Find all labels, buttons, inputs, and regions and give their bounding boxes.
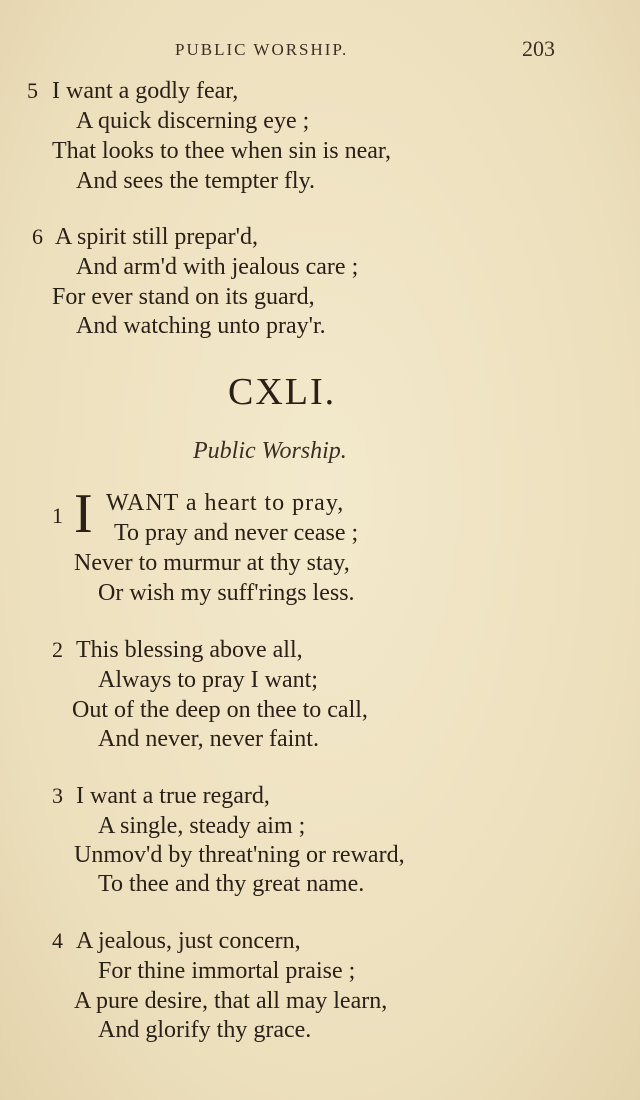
verse-line: And watching unto pray'r. bbox=[76, 313, 326, 339]
hymn-title: Public Worship. bbox=[193, 438, 347, 464]
verse-line: For thine immortal praise ; bbox=[98, 958, 356, 984]
verse-line: A jealous, just concern, bbox=[76, 928, 301, 954]
verse-line: A pure desire, that all may learn, bbox=[74, 988, 388, 1014]
verse-line: Out of the deep on thee to call, bbox=[72, 697, 368, 723]
verse-line: And glorify thy grace. bbox=[98, 1017, 312, 1043]
verse-line: I want a godly fear, bbox=[52, 78, 239, 104]
verse-number: 3 bbox=[52, 783, 63, 808]
verse-line: That looks to thee when sin is near, bbox=[52, 138, 391, 164]
verse-line: WANT a heart to pray, bbox=[106, 490, 345, 516]
page-number: 203 bbox=[522, 36, 555, 61]
verse-line: Unmov'd by threat'ning or reward, bbox=[74, 842, 405, 868]
verse-line: Always to pray I want; bbox=[98, 667, 318, 693]
drop-cap: I bbox=[74, 483, 93, 545]
verse-number: 2 bbox=[52, 637, 63, 662]
verse-line: For ever stand on its guard, bbox=[52, 284, 315, 310]
verse-line: I want a true regard, bbox=[76, 783, 270, 809]
verse-line: To pray and never cease ; bbox=[114, 520, 359, 546]
verse-number: 5 bbox=[27, 78, 38, 103]
verse-number: 6 bbox=[32, 224, 43, 249]
verse-line: This blessing above all, bbox=[76, 637, 303, 663]
verse-line: A single, steady aim ; bbox=[98, 813, 306, 839]
verse-line: A quick discerning eye ; bbox=[76, 108, 310, 134]
verse-number: 1 bbox=[52, 503, 63, 528]
verse-line: And arm'd with jealous care ; bbox=[76, 254, 359, 280]
verse-line: To thee and thy great name. bbox=[98, 871, 365, 897]
verse-line: A spirit still prepar'd, bbox=[55, 224, 258, 250]
verse-line: Never to murmur at thy stay, bbox=[74, 550, 350, 576]
verse-line: Or wish my suff'rings less. bbox=[98, 580, 355, 606]
verse-line: And sees the tempter fly. bbox=[76, 168, 316, 194]
verse-number: 4 bbox=[52, 928, 63, 953]
running-head: PUBLIC WORSHIP. bbox=[175, 40, 349, 59]
verse-line: And never, never faint. bbox=[98, 726, 319, 752]
hymn-number: CXLI. bbox=[228, 371, 337, 413]
